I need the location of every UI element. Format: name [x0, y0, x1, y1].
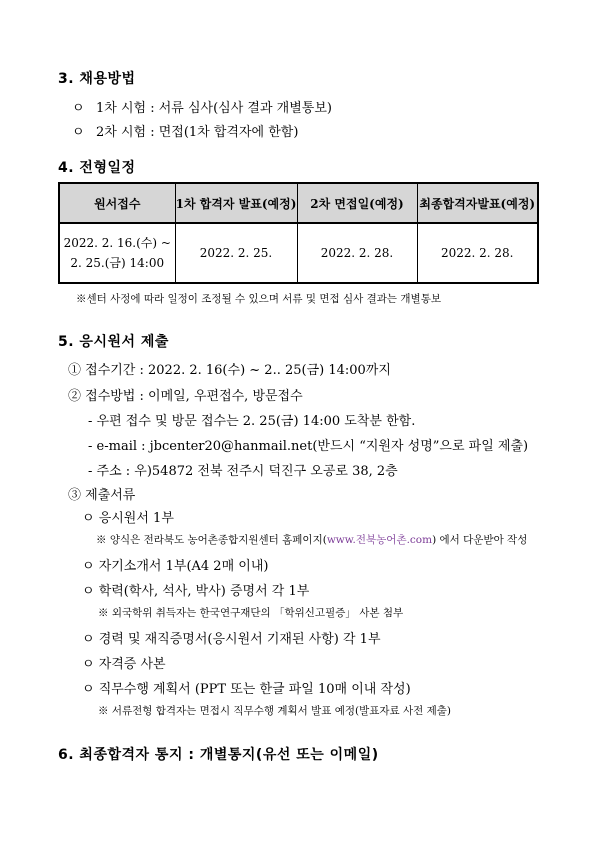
table-header-cell: 1차 합격자 발표(예정) — [175, 183, 297, 223]
doc-application-form-note: ※ 양식은 전라북도 농어촌종합지원센터 홈페이지(www.전북농어촌.com) 에서 다운받아 작성 — [96, 534, 528, 546]
schedule-note: ※센터 사정에 따라 일정이 조정될 수 있으며 서류 및 면접 심사 결과는 개별통보 — [76, 293, 441, 305]
section-6-heading: 6. 최종합격자 통지 : 개별통지(유선 또는 이메일) — [58, 747, 379, 763]
sec5-item-period: ① 접수기간 : 2022. 2. 16(수) ~ 2.. 25(금) 14:00까지 — [68, 363, 391, 378]
table-header-cell: 2차 면접일(예정) — [297, 183, 417, 223]
table-cell: 2022. 2. 28. — [417, 223, 538, 283]
sec5-item-method: ② 접수방법 : 이메일, 우편접수, 방문접수 — [68, 389, 303, 404]
schedule-table — [58, 182, 539, 284]
doc-license-copy: ㅇ 자격증 사본 — [82, 657, 166, 672]
circle-bullet-icon: ㅇ — [72, 101, 85, 116]
doc-job-plan-note: ※ 서류전형 합격자는 면접시 직무수행 계획서 발표 예정(발표자료 사전 제출) — [98, 705, 452, 717]
section-3-heading: 3. 채용방법 — [58, 71, 136, 87]
doc-self-introduction: ㅇ 자기소개서 1부(A4 2매 이내) — [82, 559, 269, 574]
section-5-heading: 5. 응시원서 제출 — [58, 334, 169, 350]
table-cell: 2022. 2. 25. — [175, 223, 297, 283]
table-cell-application-period: 2022. 2. 16.(수) ~ 2. 25.(금) 14:00 — [59, 223, 175, 283]
sec5-sub-email: - e-mail : jbcenter20@hanmail.net(반드시 “지원자 성명”으로 파일 제출) — [88, 439, 529, 454]
sec5-sub-address: - 주소 : 우)54872 전북 전주시 덕진구 오공로 38, 2층 — [88, 464, 398, 479]
doc-career-certificate: ㅇ 경력 및 재직증명서(응시원서 기재된 사항) 각 1부 — [82, 632, 381, 647]
table-header-cell: 최종합격자발표(예정) — [417, 183, 538, 223]
doc-degree-certificate: ㅇ 학력(학사, 석사, 박사) 증명서 각 1부 — [82, 584, 310, 599]
table-header-cell: 원서접수 — [59, 183, 175, 223]
table-header-row — [59, 183, 538, 223]
table-row — [59, 223, 538, 283]
doc-job-plan: ㅇ 직무수행 계획서 (PPT 또는 한글 파일 10매 이내 작성) — [82, 682, 411, 697]
table-cell: 2022. 2. 28. — [297, 223, 417, 283]
section-4-heading: 4. 전형일정 — [58, 160, 136, 176]
circle-bullet-icon: ㅇ — [72, 125, 85, 140]
sec5-item-documents: ③ 제출서류 — [68, 488, 136, 503]
sec3-item-2: ㅇ 2차 시험 : 면접(1차 합격자에 한함) — [72, 121, 298, 140]
sec5-sub-post: - 우편 접수 및 방문 접수는 2. 25(금) 14:00 도착분 한함. — [88, 414, 416, 429]
sec3-item-1: ㅇ 1차 시험 : 서류 심사(심사 결과 개별통보) — [72, 97, 332, 116]
doc-degree-note: ※ 외국학위 취득자는 한국연구재단의 「학위신고필증」 사본 첨부 — [98, 607, 404, 619]
doc-application-form: ㅇ 응시원서 1부 — [82, 511, 174, 526]
homepage-link[interactable]: www.전북농어촌.com — [326, 534, 433, 546]
